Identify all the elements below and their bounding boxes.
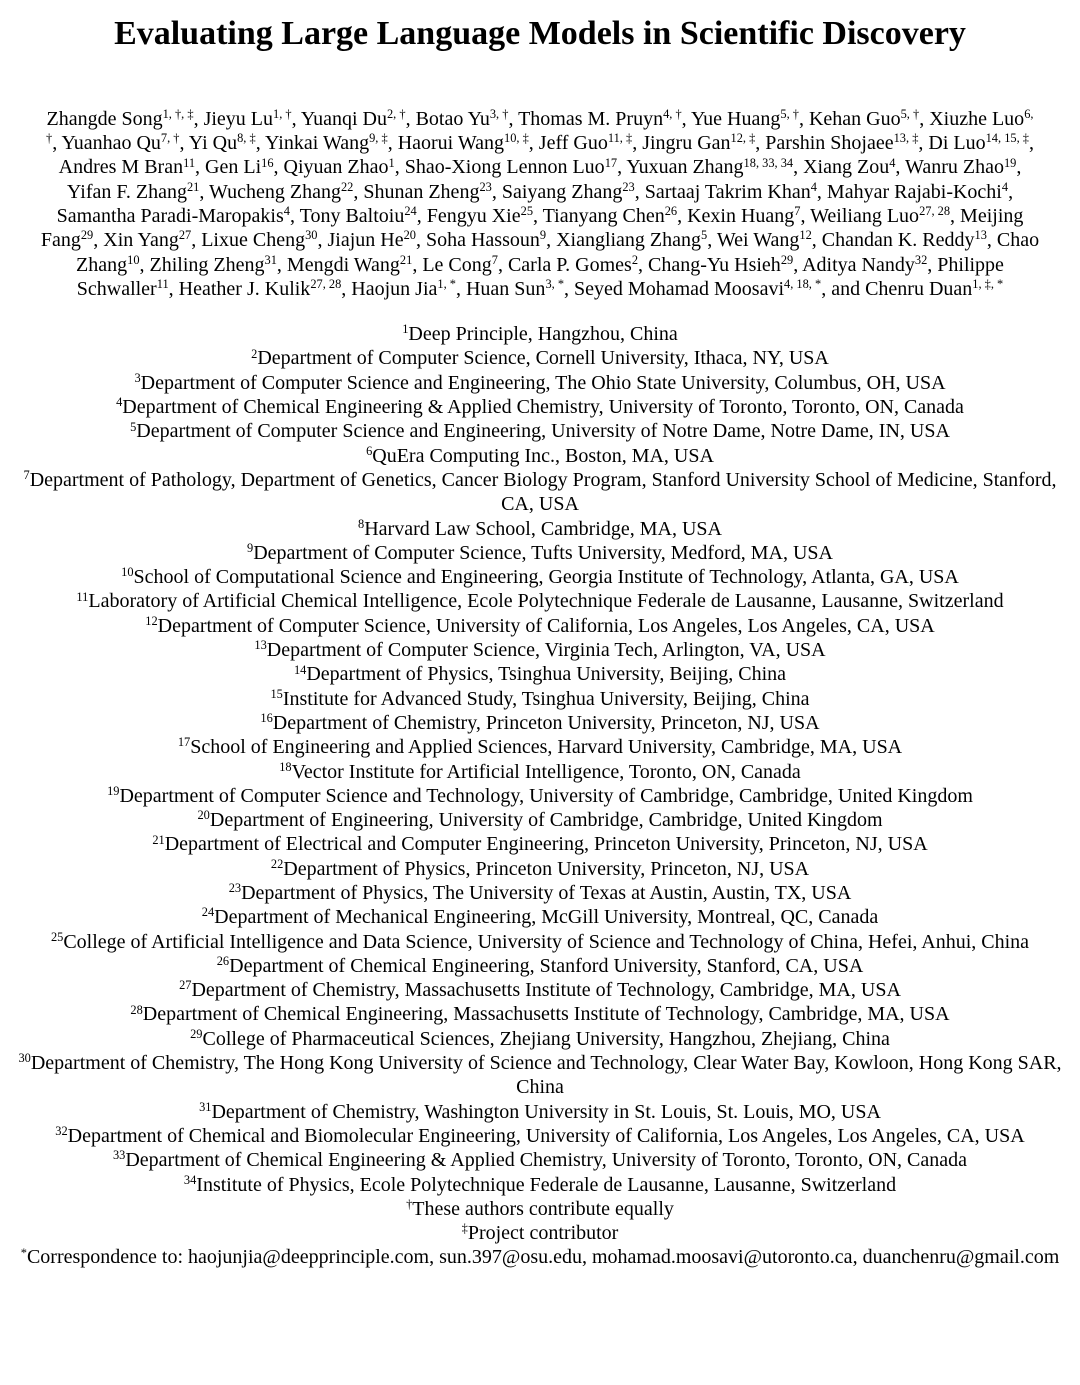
author-affiliation-superscript: 17 <box>604 155 618 170</box>
author-affiliation-superscript: 10 <box>127 252 140 267</box>
affiliation-line: $^{25}$College of Artificial Intelligence and Data Science, University of Science and Technology of China, Hefei, Anhui, China <box>50 929 1030 953</box>
affiliation-number: 8 <box>358 516 365 531</box>
footnote-symbol: † <box>406 1197 413 1212</box>
affiliation-line: $^8$Harvard Law School, Cambridge, MA, USA <box>358 516 722 540</box>
author: Tianyang Chen$^{26}$ <box>542 204 678 227</box>
author: Weiliang Luo$^{27, 28}$ <box>810 204 951 227</box>
affiliation-number: 12 <box>145 613 158 628</box>
author: Qiyuan Zhao$^1$ <box>283 155 395 179</box>
author: Mengdi Wang$^{21}$ <box>286 252 413 276</box>
affiliation-number: 6 <box>366 443 373 458</box>
author: Jeff Guo$^{11, \ddagger}$ <box>538 131 633 155</box>
author-affiliation-superscript: 12 <box>799 228 812 243</box>
affiliation-line: $^{12}$Department of Computer Science, University of California, Los Angeles, Los Angeles, CA, USA <box>145 613 935 637</box>
author-affiliation-superscript: 29 <box>80 228 94 243</box>
author-affiliation-superscript: 20 <box>403 228 416 243</box>
affiliation-number: 11 <box>76 589 89 604</box>
author: Huan Sun$^{3, *}$ <box>465 277 565 300</box>
author: Chao Zhang$^{10}$ <box>76 229 1040 276</box>
author: Wucheng Zhang$^{22}$ <box>209 179 354 203</box>
author: Soha Hassoun$^9$ <box>425 228 547 252</box>
author-affiliation-superscript: 32 <box>914 252 928 267</box>
author-affiliation-superscript: 13, ‡ <box>893 131 919 146</box>
author-affiliation-superscript: 4 <box>889 155 896 170</box>
author: Yue Huang$^{5, \dagger}$ <box>690 106 799 130</box>
affiliation-number: 21 <box>152 832 165 847</box>
author: Seyed Mohamad Moosavi$^{4, 18, *}$ <box>574 277 822 300</box>
affiliation-line: $^{23}$Department of Physics, The University of Texas at Austin, Austin, TX, USA <box>228 881 852 904</box>
affiliation-number: 19 <box>107 784 120 798</box>
author: Zhangde Song$^{1, \dagger, \ddagger}$ <box>46 106 194 130</box>
affiliation-line: $^{34}$Institute of Physics, Ecole Polytechnique Federale de Lausanne, Lausanne, Switzerland <box>183 1172 897 1196</box>
author: Samantha Paradi-Maropakis$^4$ <box>56 204 290 227</box>
author: Shunan Zheng$^{23}$ <box>363 179 492 203</box>
affiliation-number: 32 <box>55 1124 68 1139</box>
affiliation-number: 34 <box>183 1172 197 1187</box>
author-affiliation-superscript: 3, † <box>489 106 509 121</box>
author-affiliation-superscript: 27 <box>178 228 192 243</box>
author: Tony Baltoiu$^{24}$ <box>299 204 417 227</box>
affiliation-line: $^{27}$Department of Chemistry, Massachusetts Institute of Technology, Cambridge, MA, USA <box>179 978 901 1002</box>
author-affiliation-superscript: 14, 15, ‡ <box>985 131 1029 146</box>
author: Jieyu $Lu^{1, \dagger}$ <box>203 106 292 130</box>
author: Carla P. Gomes$^2$ <box>507 252 639 276</box>
paper-title: Evaluating Large Language Models in Scientific Discovery <box>114 15 966 52</box>
affiliation-line: $^{32}$Department of Chemical and Biomolecular Engineering, University of California, Los Angeles, Los Angeles, CA, USA <box>55 1124 1025 1147</box>
affiliation-line: $^{24}$Department of Mechanical Engineering, McGill University, Montreal, QC, Canada <box>201 905 879 929</box>
affiliation-line: $^2$Department of Computer Science, Cornell University, Ithaca, NY, USA <box>251 346 829 370</box>
affiliation-number: 10 <box>121 565 134 580</box>
affiliation-line: $^{30}$Department of Chemistry, The Hong Kong University of Science and Technology, Clear Water Bay, Kowloon, Hong Kong SAR, China <box>18 1051 1062 1099</box>
affiliation-number: 22 <box>270 856 284 871</box>
footnote-symbol: ‡ <box>461 1221 468 1236</box>
footnote-symbol: * <box>20 1245 27 1260</box>
author-affiliation-superscript: 4 <box>810 179 817 194</box>
affiliation-line: $^{20}$Department of Engineering, University of Cambridge, Cambridge, United Kingdom <box>197 808 883 832</box>
author-affiliation-superscript: 11 <box>156 277 169 292</box>
affiliation-line: $^{14}$Department of Physics, Tsinghua University, Beijing, China <box>293 662 787 686</box>
author: Philippe Schwaller$^{11}$ <box>76 253 1004 300</box>
author: Sartaaj Takrim Khan$^4$ <box>644 179 817 203</box>
author-affiliation-superscript: 22 <box>340 179 354 194</box>
author: Parshin Shojaee$^{13, \ddagger}$ <box>765 131 919 155</box>
author-affiliation-superscript: 23 <box>479 179 492 194</box>
affiliation-number: 20 <box>197 808 210 823</box>
author-affiliation-superscript: 9 <box>539 228 547 243</box>
affiliation-line: $^7$Department of Pathology, Department of Genetics, Cancer Biology Program, Stanford University School of Medicine, Stanford, CA, USA <box>23 468 1057 516</box>
author-affiliation-superscript: 5 <box>701 228 708 243</box>
author-affiliation-superscript: 11 <box>183 155 196 170</box>
author-affiliation-superscript: 1 <box>388 155 395 170</box>
author: Wanru Zhao$^{19}$ <box>905 155 1017 179</box>
author-affiliation-superscript: 9, ‡ <box>369 131 388 146</box>
author: Heather J. Kulik$^{27, 28}$ <box>178 277 342 300</box>
author: Xiuzhe Luo$^{6, \dagger}$ <box>46 106 1034 146</box>
author-affiliation-superscript: 4 <box>283 204 290 219</box>
affiliation-line: $^{22}$Department of Physics, Princeton University, Princeton, NJ, USA <box>270 856 810 880</box>
author: Saiyang Zhang$^{23}$ <box>501 179 635 203</box>
author-affiliation-superscript: 1, † <box>273 106 292 121</box>
author: Yuxuan Zhang$^{18, 33, 34}$ <box>626 155 794 179</box>
affiliation-line: $^1$Deep Principle, Hangzhou, China <box>402 322 678 346</box>
author-affiliation-superscript: 19 <box>1003 155 1017 170</box>
affiliation-number: 30 <box>18 1051 31 1066</box>
author: Xiang Zou$^4$ <box>803 155 896 179</box>
author-list: Zhangde Song$^{1, \dagger, \ddagger}$, Jieyu $Lu^{1, \dagger}$, Yuanqi $Du^{2, \dagger}$, Botao $Yu^{3, \dagger}$, Thomas M. Pruyn$^{4, \dagger}$, Yue Huang$^{5, \dagger}$, Kehan Guo$^{5, \dagger}$, Xiuzhe Luo$^{6, \dagger}$, Yuanhao $Qu^{7, \dagger}$, Yi $Qu^{8, \ddagger}$, Yinkai Wang$^{9, \ddagger}$, Haorui Wang$^{10, \ddagger}$, Jeff Guo$^{11, \ddagger}$, Jingru Gan$^{12, \ddagger}$, Parshin Shojaee$^{13, \ddagger}$, Di Luo$^{14, 15, \ddagger}$, Andres M Bran$^{11}$, Gen Li$^{16}$, Qiyuan Zhao$^1$, Shao-Xiong Lennon Luo$^{17}$, Yuxuan Zhang$^{18, 33, 34}$, Xiang Zou$^4$, Wanru Zhao$^{19}$, Yifan F. Zhang$^{21}$, Wucheng Zhang$^{22}$, Shunan Zheng$^{23}$, Saiyang Zhang$^{23}$, Sartaaj Takrim Khan$^4$, Mahyar Rajabi-Kochi$^4$, Samantha Paradi-Maropakis$^4$, Tony Baltoiu$^{24}$, Fengyu Xie$^{25}$, Tianyang Chen$^{26}$, Kexin Huang$^7$, Weiliang Luo$^{27, 28}$, Meijing Fang$^{29}$, Xin Yang$^{27}$, Lixue Cheng$^{30}$, Jiajun He$^{20}$, Soha Hassoun$^9$, Xiangliang Zhang$^5$, Wei Wang$^{12}$, Chandan K. Reddy$^{13}$, Chao Zhang$^{10}$, Zhiling Zheng$^{31}$, Mengdi Wang$^{21}$, Le Cong$^7$, Carla P. Gomes$^2$, Chang-Yu Hsieh$^{29}$, Aditya Nandy$^{32}$, Philippe Schwaller$^{11}$, Heather J. Kulik$^{27, 28}$, Haojun Jia$^{1, *}$, Huan Sun$^{3, *}$, Seyed Mohamad Moosavi$^{4, 18, *}$, and Chenru Duan$^{1, \ddagger, *}$ <box>40 106 1040 300</box>
author: Meijing Fang$^{29}$ <box>40 204 1024 252</box>
affiliation-number: 25 <box>50 929 64 944</box>
affiliation-number: 18 <box>279 759 292 774</box>
author-affiliation-superscript: 7, † <box>160 131 180 146</box>
footnote-line: *Correspondence to: haojunjia@deepprinciple.com, sun.397@osu.edu, mohamad.moosavi@utoronto.ca, duanchenru@gmail.com <box>20 1245 1060 1269</box>
author: Yi $Qu^{8, \ddagger}$ <box>188 131 256 155</box>
affiliation-number: 29 <box>190 1026 203 1041</box>
affiliation-number: 27 <box>179 978 192 993</box>
author-affiliation-superscript: 25 <box>520 204 534 219</box>
author: Yinkai Wang$^{9, \ddagger}$ <box>264 131 388 155</box>
affiliation-number: 15 <box>270 686 283 701</box>
affiliation-number: 2 <box>251 346 258 361</box>
author-affiliation-superscript: 10, ‡ <box>504 131 529 146</box>
author-affiliation-superscript: 29 <box>780 252 794 267</box>
author: Zhiling Zheng$^{31}$ <box>149 252 277 276</box>
author-affiliation-superscript: 4, † <box>663 106 682 121</box>
author: Haojun Jia$^{1, *}$ <box>351 277 456 300</box>
affiliation-line: $^{16}$Department of Chemistry, Princeton University, Princeton, NJ, USA <box>260 711 820 734</box>
affiliation-number: 14 <box>293 662 307 677</box>
affiliation-number: 23 <box>228 881 242 896</box>
affiliation-number: 3 <box>134 370 141 385</box>
affiliation-number: 24 <box>201 905 215 920</box>
author: Xin Yang$^{27}$ <box>103 228 192 252</box>
affiliation-line: $^{31}$Department of Chemistry, Washington University in St. Louis, St. Louis, MO, USA <box>199 1099 881 1123</box>
author-affiliation-superscript: 26 <box>664 204 678 219</box>
affiliation-line: $^{18}$Vector Institute for Artificial Intelligence, Toronto, ON, Canada <box>279 759 801 783</box>
affiliation-number: 26 <box>216 954 230 969</box>
affiliation-number: 16 <box>260 711 273 726</box>
author-affiliation-superscript: 6, † <box>46 106 1034 146</box>
affiliation-line: $^{28}$Department of Chemical Engineering, Massachusetts Institute of Technology, Cambridge, MA, USA <box>130 1002 950 1026</box>
affiliation-number: 1 <box>402 322 409 337</box>
author: Haorui Wang$^{10, \ddagger}$ <box>397 131 529 155</box>
footnote-line: †These authors contribute equally <box>406 1197 674 1220</box>
affiliation-line: $^{17}$School of Engineering and Applied Sciences, Harvard University, Cambridge, MA, USA <box>177 735 903 759</box>
author: Botao $Yu^{3, \dagger}$ <box>415 106 509 130</box>
author: Di Luo$^{14, 15, \ddagger}$ <box>928 131 1029 155</box>
author: Andres M Bran$^{11}$ <box>58 155 196 179</box>
author-affiliation-superscript: 7 <box>491 252 498 267</box>
affiliation-number: 5 <box>130 419 137 434</box>
affiliation-line: $^4$Department of Chemical Engineering & Applied Chemistry, University of Toronto, Toronto, ON, Canada <box>116 395 964 419</box>
author-affiliation-superscript: 21 <box>186 179 200 194</box>
affiliation-number: 4 <box>116 395 123 410</box>
author-affiliation-superscript: 12, ‡ <box>730 131 756 146</box>
author-affiliation-superscript: 11, ‡ <box>607 131 633 146</box>
author-affiliation-superscript: 27, 28 <box>919 204 951 219</box>
author: Jiajun He$^{20}$ <box>327 228 416 252</box>
affiliation-list <box>12 322 1068 1197</box>
affiliation-number: 9 <box>247 541 254 556</box>
author-affiliation-superscript: 8, ‡ <box>237 131 256 146</box>
author-affiliation-superscript: 2 <box>631 252 639 267</box>
author-affiliation-superscript: 2, † <box>386 106 406 121</box>
author-affiliation-superscript: 16 <box>261 155 274 170</box>
affiliation-line: $^5$Department of Computer Science and Engineering, University of Notre Dame, Notre Dame, IN, USA <box>130 419 950 443</box>
author: Lixue Cheng$^{30}$ <box>201 228 318 252</box>
author: Yuanhao $Qu^{7, \dagger}$ <box>61 131 180 155</box>
affiliation-number: 33 <box>112 1148 126 1163</box>
author-affiliation-superscript: 7 <box>794 204 801 219</box>
affiliation-line: $^{29}$College of Pharmaceutical Sciences, Zhejiang University, Hangzhou, Zhejiang, China <box>190 1026 890 1050</box>
author: Wei Wang$^{12}$ <box>716 228 812 252</box>
author-affiliation-superscript: 4, 18, * <box>784 277 822 292</box>
author-affiliation-superscript: 3, * <box>545 277 565 292</box>
author: Yifan F. Zhang$^{21}$ <box>66 179 200 203</box>
author: Le Cong$^7$ <box>422 252 498 276</box>
author: Aditya Nandy$^{32}$ <box>802 252 928 276</box>
author: Fengyu Xie$^{25}$ <box>426 204 534 227</box>
affiliation-line: $^3$Department of Computer Science and Engineering, The Ohio State University, Columbus, OH, USA <box>134 370 946 394</box>
affiliation-number: 13 <box>254 638 267 653</box>
author-affiliation-superscript: 13 <box>974 228 987 243</box>
author: and Chenru Duan$^{1, \ddagger, *}$ <box>831 277 1004 300</box>
author: Jingru Gan$^{12, \ddagger}$ <box>642 131 756 155</box>
affiliation-line: $^{33}$Department of Chemical Engineering & Applied Chemistry, University of Toronto, Toronto, ON, Canada <box>112 1148 968 1172</box>
affiliation-line: $^{13}$Department of Computer Science, Virginia Tech, Arlington, VA, USA <box>254 638 826 662</box>
author: Gen Li$^{16}$ <box>205 155 274 179</box>
author-affiliation-superscript: 1, ‡, * <box>972 277 1004 292</box>
affiliation-line: $^{21}$Department of Electrical and Computer Engineering, Princeton University, Princeton, NJ, USA <box>152 832 928 856</box>
affiliation-number: 17 <box>177 735 191 750</box>
affiliation-number: 31 <box>199 1099 212 1114</box>
author-affiliation-superscript: 21 <box>399 252 413 267</box>
author-affiliation-superscript: 23 <box>622 179 635 194</box>
footnote-line: ‡Project contributor <box>461 1221 619 1245</box>
author: Kexin Huang$^7$ <box>687 204 801 227</box>
author-affiliation-superscript: 5, † <box>780 106 799 121</box>
author-affiliation-superscript: 31 <box>264 252 277 267</box>
author: Yuanqi $Du^{2, \dagger}$ <box>300 106 406 130</box>
author-affiliation-superscript: 4 <box>1001 179 1009 194</box>
author: Chang-Yu Hsieh$^{29}$ <box>648 252 794 276</box>
author: Chandan K. Reddy$^{13}$ <box>821 228 987 252</box>
affiliation-number: 28 <box>130 1002 143 1017</box>
author: Kehan Guo$^{5, \dagger}$ <box>808 106 920 130</box>
affiliation-line: $^{10}$School of Computational Science and Engineering, Georgia Institute of Technology, Atlanta, GA, USA <box>121 565 959 589</box>
author-affiliation-superscript: 30 <box>305 228 318 243</box>
affiliation-line: $^{11}$Laboratory of Artificial Chemical Intelligence, Ecole Polytechnique Federale de Lausanne, Lausanne, Switzerland <box>76 589 1004 613</box>
affiliation-number: 7 <box>23 468 30 483</box>
author-affiliation-superscript: 5, † <box>900 106 920 121</box>
affiliation-line: $^6$QuEra Computing Inc., Boston, MA, USA <box>366 443 714 467</box>
affiliation-line: $^{15}$Institute for Advanced Study, Tsinghua University, Beijing, China <box>270 686 810 710</box>
author-affiliation-superscript: 1, * <box>437 277 456 292</box>
author: Thomas M. Pruyn$^{4, \dagger}$ <box>518 106 682 130</box>
author-affiliation-superscript: 1, †, ‡ <box>162 106 194 121</box>
author: Xiangliang Zhang$^5$ <box>556 228 708 252</box>
footnote-list <box>12 1197 1068 1270</box>
author: Shao-Xiong Lennon Luo$^{17}$ <box>404 155 618 179</box>
affiliation-line: $^{26}$Department of Chemical Engineering, Stanford University, Stanford, CA, USA <box>216 954 864 977</box>
author-affiliation-superscript: 27, 28 <box>310 277 342 292</box>
author-affiliation-superscript: 18, 33, 34 <box>743 155 794 170</box>
affiliation-line: $^{19}$Department of Computer Science and Technology, University of Cambridge, Cambridge, United Kingdom <box>107 784 973 807</box>
affiliation-line: $^9$Department of Computer Science, Tufts University, Medford, MA, USA <box>247 541 833 564</box>
author-affiliation-superscript: 24 <box>404 204 417 219</box>
author: Mahyar Rajabi-Kochi$^4$ <box>826 179 1009 203</box>
